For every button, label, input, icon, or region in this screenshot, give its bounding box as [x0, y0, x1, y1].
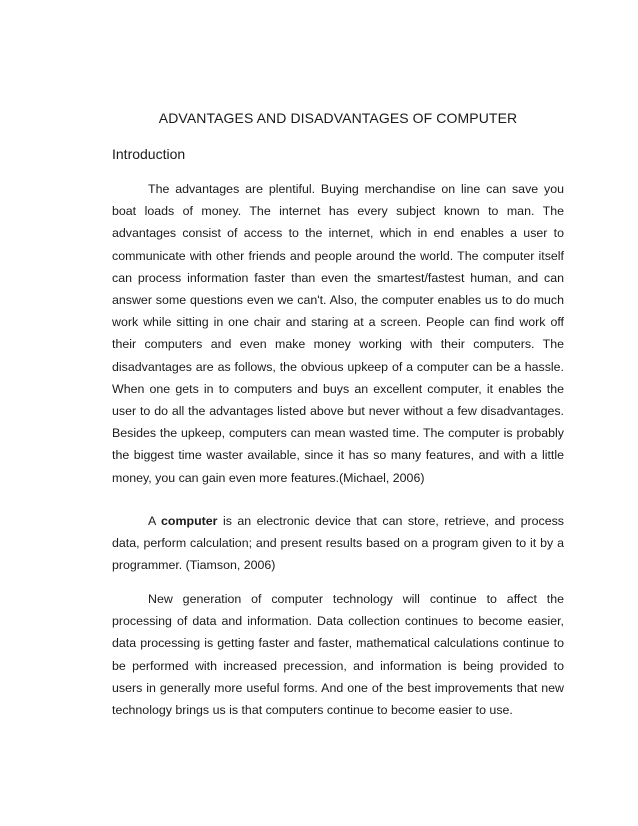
paragraph-2-rest: is an electronic device that can store, retrieve, and process data, perform calculation; and present results based on a program given to it by a programmer. (Tiamson, 2006): [112, 514, 564, 573]
paragraph-advantages-disadvantages: [112, 178, 564, 489]
term-computer: computer: [161, 514, 218, 528]
paragraph-2-lead: A: [148, 514, 162, 528]
section-heading: Introduction: [112, 146, 186, 162]
paragraph-3-text: New generation of computer technology will continue to affect the processing of data and information. Data collection continues to become easier, data processing is getting faster and faster, mathematical calculations continue to be performed with increased precession, and information is being provided to users in generally more useful forms. And one of the best improvements that new technology brings us is that computers continue to become easier to use.: [112, 592, 564, 718]
document-title: ADVANTAGES AND DISADVANTAGES OF COMPUTER: [158, 110, 518, 126]
document-page: [112, 0, 564, 826]
paragraph-1-text: The advantages are plentiful. Buying merchandise on line can save you boat loads of money. The internet has every subject known to man. The advantages consist of access to the internet, which in end enables a user to communicate with other friends and people around the world. The computer itself can process information faster than even the smartest/fastest human, and can answer some questions even we can't. Also, the computer enables us to do much work while sitting in one chair and staring at a screen. People can find work off their computers and even make money working with their computers. The disadvantages are as follows, the obvious upkeep of a computer can be a hassle. When one gets in to computers and buys an excellent computer, it enables the user to do all the advantages listed above but never without a few disadvantages. Besides the upkeep, computers can mean wasted time. The computer is probably the biggest time waster available, since it has so many features, and with a little money, you can gain even more features.(Michael, 2006): [112, 182, 564, 485]
paragraph-computer-definition: [112, 510, 564, 577]
paragraph-new-generation: [112, 588, 564, 721]
